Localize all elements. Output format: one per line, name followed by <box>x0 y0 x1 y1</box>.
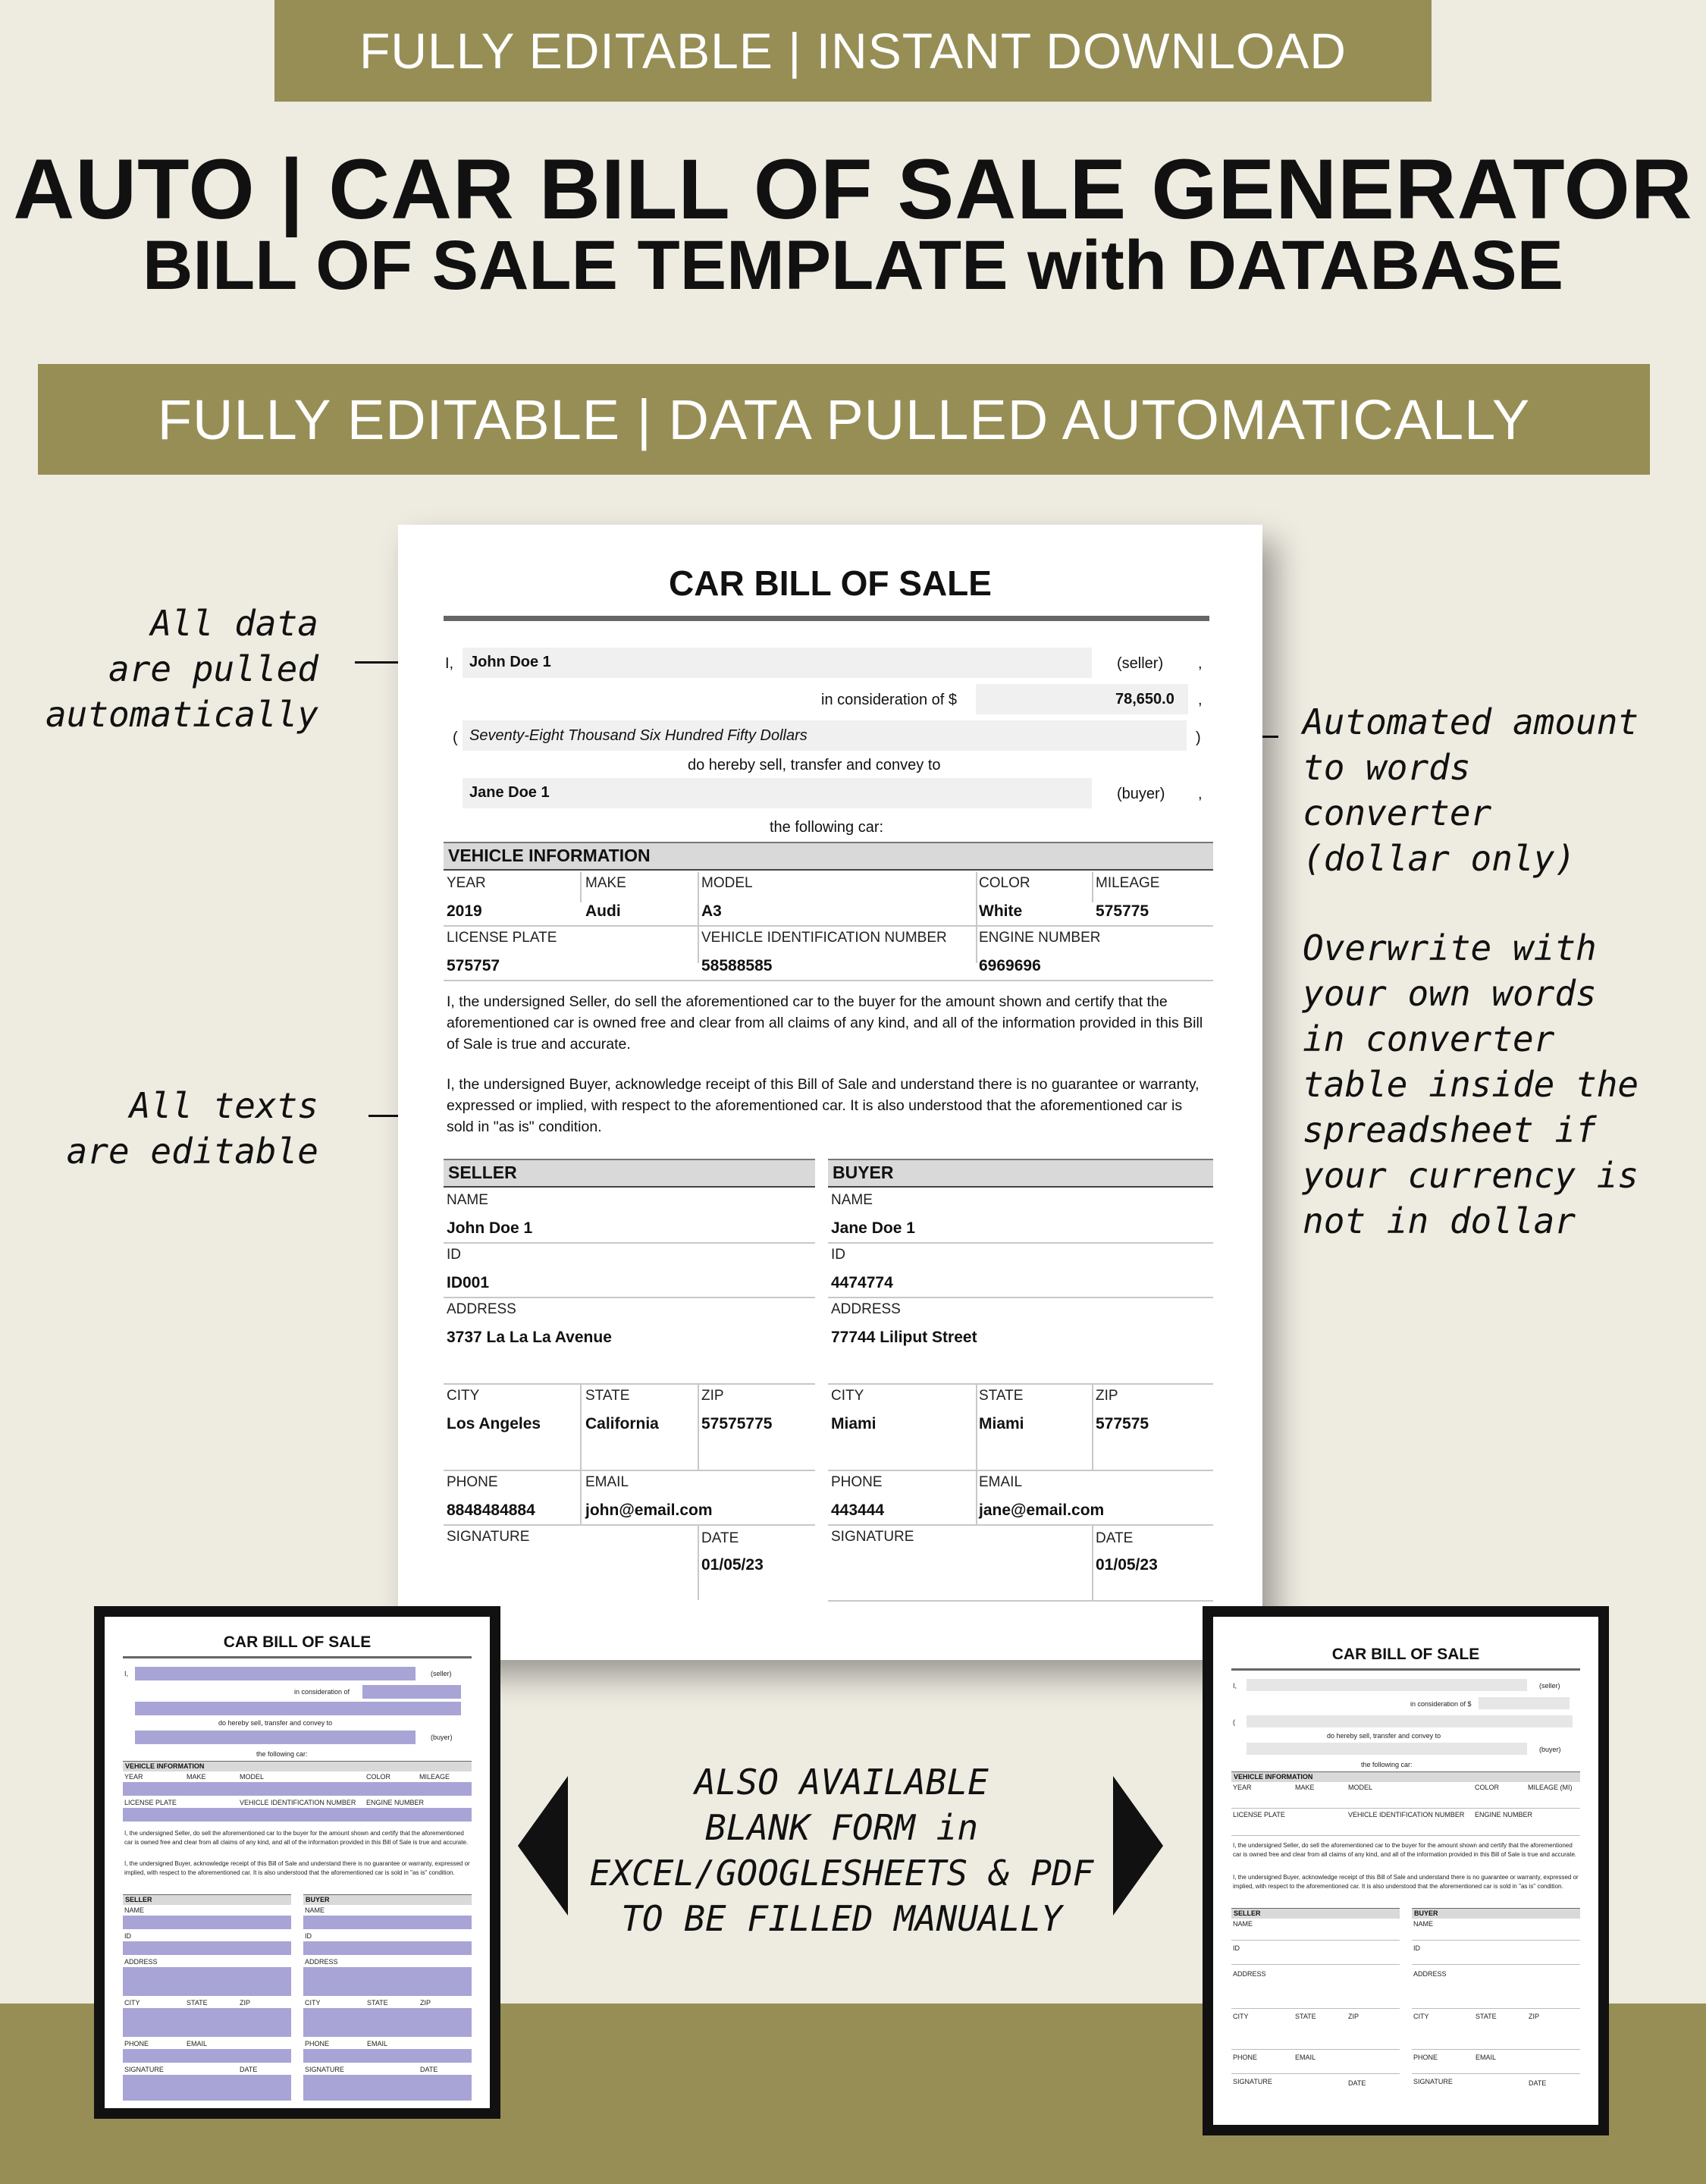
seller-state-label: STATE <box>585 1388 630 1404</box>
thumb-plate: LICENSE PLATE <box>1233 1811 1285 1818</box>
seller-header: SELLER <box>444 1159 815 1188</box>
model-value[interactable]: A3 <box>701 902 722 920</box>
thumb-fill <box>1247 1715 1573 1727</box>
thumb-line <box>1231 1808 1580 1809</box>
thumb-fill <box>123 1941 291 1955</box>
callout-data-pulled: All data are pulled automatically <box>45 603 318 735</box>
grid-line <box>1092 872 1093 902</box>
thumb-fill <box>303 1941 472 1955</box>
thumb-vin: VEHICLE IDENTIFICATION NUMBER <box>240 1799 356 1806</box>
callout-texts-editable: All texts are editable <box>66 1085 318 1172</box>
seller-tag: (seller) <box>1117 655 1164 672</box>
buyer-name-value: Jane Doe 1 <box>469 784 550 801</box>
thumb-address: ADDRESS <box>1233 1970 1266 1978</box>
thumb-email: EMAIL <box>1476 2054 1497 2061</box>
seller-name-label: NAME <box>447 1192 488 1208</box>
thumb-open-paren: ( <box>1233 1718 1235 1726</box>
thumb-phone: PHONE <box>305 2040 330 2048</box>
thumb-name: NAME <box>1413 1920 1434 1928</box>
buyer-phone[interactable]: 443444 <box>831 1502 885 1519</box>
bill-of-sale-document <box>398 525 1262 1660</box>
grid-line <box>828 1600 1213 1602</box>
mid-banner: FULLY EDITABLE | DATA PULLED AUTOMATICALLY <box>38 364 1650 475</box>
buyer-address[interactable]: 77744 Liliput Street <box>831 1329 977 1346</box>
thumb-buyer-header: BUYER <box>1412 1908 1580 1919</box>
thumb-i: I, <box>124 1670 129 1677</box>
thumb-plate: LICENSE PLATE <box>124 1799 177 1806</box>
thumb-email: EMAIL <box>1295 2054 1316 2061</box>
thumb-email: EMAIL <box>367 2040 388 2048</box>
grid-line <box>1092 1526 1093 1600</box>
vehicle-info-header: VEHICLE INFORMATION <box>444 842 1213 871</box>
engine-label: ENGINE NUMBER <box>979 930 1101 946</box>
comma: , <box>1198 786 1203 802</box>
thumb-city: CITY <box>124 1999 140 2007</box>
grid-line <box>444 980 1213 981</box>
thumb-id: ID <box>1413 1944 1420 1952</box>
thumb-color: COLOR <box>366 1773 391 1781</box>
callout-converter: Automated amount to words converter (dollar only) <box>1303 701 1639 879</box>
main-title: AUTO | CAR BILL OF SALE GENERATOR <box>13 142 1693 237</box>
thumb-date: DATE <box>1348 2079 1366 2087</box>
buyer-city-label: CITY <box>831 1388 864 1404</box>
grid-line <box>828 1297 1213 1298</box>
vin-value[interactable]: 58588585 <box>701 957 773 974</box>
model-label: MODEL <box>701 875 753 891</box>
thumb-phone: PHONE <box>1233 2054 1258 2061</box>
grid-line <box>444 1383 815 1385</box>
amount-value: 78,650.0 <box>1115 691 1174 708</box>
thumb-line <box>1231 2008 1400 2009</box>
comma: , <box>1198 692 1203 708</box>
close-paren: ) <box>1196 730 1201 746</box>
grid-line <box>1092 1385 1093 1470</box>
seller-address[interactable]: 3737 La La La Avenue <box>447 1329 612 1346</box>
open-paren: ( <box>453 730 458 746</box>
seller-zip[interactable]: 57575775 <box>701 1415 773 1432</box>
thumb-seller-stmt: I, the undersigned Seller, do sell the aforementioned car to the buyer for the amount shown and certify that the aforementioned car is owned free and clear from all claims of any kind, and all of the information provided in this Bill of Sale is true and accurate. <box>1233 1842 1577 1858</box>
thumb-signature: SIGNATURE <box>305 2066 344 2073</box>
grid-line <box>828 1524 1213 1526</box>
thumb-fill <box>303 2049 472 2063</box>
make-label: MAKE <box>585 875 626 891</box>
thumb-state: STATE <box>1295 2013 1316 2020</box>
thumbnail-title: CAR BILL OF SALE <box>223 1633 372 1651</box>
grid-line <box>828 1242 1213 1244</box>
buyer-tag: (buyer) <box>1117 786 1165 802</box>
thumb-name: NAME <box>124 1906 145 1914</box>
thumb-buyer-tag: (buyer) <box>431 1734 453 1741</box>
thumb-fill <box>123 2049 291 2063</box>
thumb-make: MAKE <box>187 1773 206 1781</box>
thumb-fill <box>1247 1679 1527 1691</box>
thumb-fill <box>303 2075 472 2101</box>
seller-name-field[interactable] <box>463 648 1092 678</box>
thumb-year: YEAR <box>1233 1784 1252 1791</box>
seller-state[interactable]: California <box>585 1415 659 1432</box>
arrow-right-icon <box>1113 1776 1163 1916</box>
seller-email[interactable]: john@email.com <box>585 1502 713 1519</box>
grid-line <box>444 1470 815 1471</box>
thumb-zip: ZIP <box>1348 2013 1359 2020</box>
seller-city[interactable]: Los Angeles <box>447 1415 541 1432</box>
thumb-fill <box>123 1967 291 1996</box>
color-value[interactable]: White <box>979 902 1023 920</box>
also-available-text: ALSO AVAILABLE BLANK FORM in EXCEL/GOOGLESHEETS & PDF TO BE FILLED MANUALLY <box>589 1762 1094 1939</box>
seller-city-label: CITY <box>447 1388 480 1404</box>
thumb-phone: PHONE <box>1413 2054 1438 2061</box>
seller-phone-label: PHONE <box>447 1474 498 1490</box>
thumbnail-rule <box>1231 1668 1580 1671</box>
seller-signature-label: SIGNATURE <box>447 1529 530 1545</box>
thumb-consideration: in consideration of $ <box>1410 1700 1472 1708</box>
thumb-signature: SIGNATURE <box>1413 2078 1453 2085</box>
thumb-convey: do hereby sell, transfer and convey to <box>218 1719 333 1727</box>
thumb-zip: ZIP <box>420 1999 431 2007</box>
grid-line <box>444 1297 815 1298</box>
thumb-name: NAME <box>305 1906 325 1914</box>
thumb-zip: ZIP <box>240 1999 251 2007</box>
thumb-seller-tag: (seller) <box>1539 1682 1560 1690</box>
thumb-line <box>1231 1940 1400 1941</box>
consideration-label: in consideration of $ <box>821 692 958 708</box>
thumb-line <box>1231 1964 1400 1965</box>
seller-id-label: ID <box>447 1247 461 1263</box>
buyer-address-label: ADDRESS <box>831 1301 901 1317</box>
buyer-name-label: NAME <box>831 1192 873 1208</box>
year-value[interactable]: 2019 <box>447 902 482 920</box>
thumb-fill <box>1479 1697 1570 1709</box>
thumbnail-rule <box>123 1656 472 1658</box>
thumbnail-title: CAR BILL OF SALE <box>1331 1646 1480 1663</box>
thumb-vehicle-header: VEHICLE INFORMATION <box>1231 1771 1580 1782</box>
grid-line <box>698 1526 699 1600</box>
thumb-fill <box>135 1731 416 1744</box>
thumb-zip: ZIP <box>1529 2013 1540 2020</box>
grid-line <box>580 1471 582 1526</box>
thumb-line <box>1412 2008 1580 2009</box>
thumb-consideration: in consideration of <box>294 1688 350 1696</box>
thumb-mileage: MILEAGE <box>419 1773 450 1781</box>
thumb-address: ADDRESS <box>124 1958 158 1966</box>
thumb-buyer-tag: (buyer) <box>1539 1746 1561 1753</box>
mileage-label: MILEAGE <box>1096 875 1160 891</box>
following-text: the following car: <box>770 819 884 836</box>
thumb-city: CITY <box>1413 2013 1429 2020</box>
buyer-name[interactable]: Jane Doe 1 <box>831 1219 915 1237</box>
buyer-phone-label: PHONE <box>831 1474 883 1490</box>
arrow-left-icon <box>518 1776 568 1916</box>
grid-line <box>444 925 1213 927</box>
thumb-date: DATE <box>1529 2079 1547 2087</box>
sub-title: BILL OF SALE TEMPLATE with DATABASE <box>142 227 1563 304</box>
seller-address-label: ADDRESS <box>447 1301 516 1317</box>
thumb-line <box>1412 1964 1580 1965</box>
thumb-fill <box>123 1782 472 1796</box>
buyer-signature-label: SIGNATURE <box>831 1529 914 1545</box>
document-title: CAR BILL OF SALE <box>669 563 992 603</box>
convey-text: do hereby sell, transfer and convey to <box>688 757 941 774</box>
thumb-line <box>1412 2049 1580 2050</box>
thumb-signature: SIGNATURE <box>1233 2078 1272 2085</box>
grid-line <box>698 872 699 963</box>
thumb-engine: ENGINE NUMBER <box>366 1799 425 1806</box>
thumb-seller-stmt: I, the undersigned Seller, do sell the aforementioned car to the buyer for the amount shown and certify that the aforementioned car is owned free and clear from all claims of any kind, and all of the information provided in this Bill of Sale is true and accurate. <box>124 1830 469 1846</box>
thumb-fill <box>123 1916 291 1929</box>
buyer-city[interactable]: Miami <box>831 1415 877 1432</box>
thumb-id: ID <box>305 1932 312 1940</box>
color-label: COLOR <box>979 875 1030 891</box>
thumb-address: ADDRESS <box>305 1958 338 1966</box>
thumb-model: MODEL <box>1348 1784 1373 1791</box>
make-value[interactable]: Audi <box>585 902 621 920</box>
thumb-phone: PHONE <box>124 2040 149 2048</box>
grid-line <box>828 1470 1213 1471</box>
grid-line <box>976 1471 977 1526</box>
thumb-buyer-stmt: I, the undersigned Buyer, acknowledge receipt of this Bill of Sale and understand there is no guarantee or warranty, expressed or implied, with respect to the aforementioned car. It is also understood that the aforementioned car is sold in "as is" condition. <box>124 1860 470 1876</box>
top-banner: FULLY EDITABLE | INSTANT DOWNLOAD <box>274 0 1432 102</box>
thumb-i: I, <box>1233 1682 1237 1690</box>
thumb-vin: VEHICLE IDENTIFICATION NUMBER <box>1348 1811 1465 1818</box>
thumb-fill <box>135 1667 416 1680</box>
thumb-fill <box>303 2008 472 2037</box>
thumb-model: MODEL <box>240 1773 265 1781</box>
grid-line <box>444 1524 815 1526</box>
thumb-name: NAME <box>1233 1920 1253 1928</box>
buyer-id-label: ID <box>831 1247 845 1263</box>
thumb-fill <box>123 2075 291 2101</box>
vin-label: VEHICLE IDENTIFICATION NUMBER <box>701 930 947 946</box>
thumb-city: CITY <box>305 1999 321 2007</box>
thumb-date: DATE <box>240 2066 258 2073</box>
thumb-seller-header: SELLER <box>123 1894 291 1905</box>
thumb-make: MAKE <box>1295 1784 1315 1791</box>
grid-line <box>976 872 977 963</box>
seller-statement: I, the undersigned Seller, do sell the aforementioned car to the buyer for the amount shown and certify that the aforementioned car is owned free and clear from all claims of any kind, and all of the information provided in this Bill of Sale is true and accurate. <box>447 993 1203 1053</box>
buyer-id[interactable]: 4474774 <box>831 1274 893 1291</box>
grid-line <box>698 1385 699 1470</box>
i-prefix: I, <box>445 655 454 672</box>
grid-line <box>976 1385 977 1470</box>
thumb-vehicle-header: VEHICLE INFORMATION <box>123 1761 472 1771</box>
grid-line <box>828 1383 1213 1385</box>
plate-label: LICENSE PLATE <box>447 930 557 946</box>
thumb-state: STATE <box>367 1999 388 2007</box>
mileage-value[interactable]: 575775 <box>1096 902 1149 920</box>
year-label: YEAR <box>447 875 486 891</box>
thumb-city: CITY <box>1233 2013 1249 2020</box>
seller-name-value: John Doe 1 <box>469 654 551 670</box>
thumb-following: the following car: <box>1361 1761 1413 1768</box>
title-rule <box>444 616 1209 621</box>
buyer-zip[interactable]: 577575 <box>1096 1415 1149 1432</box>
seller-email-label: EMAIL <box>585 1474 629 1490</box>
comma: , <box>1198 655 1203 672</box>
thumb-fill <box>303 1967 472 1996</box>
buyer-statement: I, the undersigned Buyer, acknowledge receipt of this Bill of Sale and understand there is no guarantee or warranty, expressed or implied, with respect to the aforementioned car. It is also understood that the aforementioned car is sold in "as is" condition. <box>447 1076 1200 1135</box>
plate-value[interactable]: 575757 <box>447 957 500 974</box>
callout-overwrite: Overwrite with your own words in converter table inside the spreadsheet if your currency is not in dollar <box>1303 927 1639 1241</box>
thumb-id: ID <box>124 1932 131 1940</box>
seller-date[interactable]: 01/05/23 <box>701 1556 764 1574</box>
thumb-fill <box>1247 1743 1527 1755</box>
engine-value[interactable]: 6969696 <box>979 957 1041 974</box>
buyer-header: BUYER <box>828 1159 1213 1188</box>
amount-words-value: Seventy-Eight Thousand Six Hundred Fifty Dollars <box>469 727 808 744</box>
seller-date-label: DATE <box>701 1530 739 1546</box>
thumb-fill <box>135 1702 461 1715</box>
buyer-date-label: DATE <box>1096 1530 1134 1546</box>
buyer-date[interactable]: 01/05/23 <box>1096 1556 1158 1574</box>
seller-phone[interactable]: 8848484884 <box>447 1502 535 1519</box>
thumb-following: the following car: <box>256 1750 308 1758</box>
thumb-convey: do hereby sell, transfer and convey to <box>1327 1732 1441 1740</box>
thumb-id: ID <box>1233 1944 1240 1952</box>
thumb-line <box>1412 2073 1580 2074</box>
thumb-color: COLOR <box>1475 1784 1500 1791</box>
thumb-signature: SIGNATURE <box>124 2066 164 2073</box>
thumb-state: STATE <box>1476 2013 1497 2020</box>
thumb-line <box>1412 1940 1580 1941</box>
thumb-seller-header: SELLER <box>1231 1908 1400 1919</box>
thumb-state: STATE <box>187 1999 208 2007</box>
buyer-email-label: EMAIL <box>979 1474 1023 1490</box>
buyer-state[interactable]: Miami <box>979 1415 1024 1432</box>
thumb-seller-tag: (seller) <box>431 1670 452 1677</box>
thumb-fill <box>123 1808 472 1822</box>
grid-line <box>444 1242 815 1244</box>
thumb-fill <box>303 1916 472 1929</box>
seller-id[interactable]: ID001 <box>447 1274 490 1291</box>
thumb-date: DATE <box>420 2066 438 2073</box>
grid-line <box>580 1385 582 1470</box>
thumb-line <box>1231 2073 1400 2074</box>
thumb-mileage: MILEAGE (MI) <box>1528 1784 1573 1791</box>
thumb-buyer-header: BUYER <box>303 1894 472 1905</box>
grid-line <box>580 872 582 902</box>
thumbnail-pdf-form <box>1203 1606 1609 2135</box>
thumb-address: ADDRESS <box>1413 1970 1447 1978</box>
buyer-state-label: STATE <box>979 1388 1024 1404</box>
thumb-fill <box>362 1685 461 1699</box>
thumb-fill <box>123 2008 291 2037</box>
seller-zip-label: ZIP <box>701 1388 724 1404</box>
buyer-zip-label: ZIP <box>1096 1388 1118 1404</box>
buyer-email[interactable]: jane@email.com <box>979 1502 1105 1519</box>
thumb-line <box>1231 1835 1580 1836</box>
thumb-line <box>1231 2049 1400 2050</box>
thumb-email: EMAIL <box>187 2040 208 2048</box>
seller-name[interactable]: John Doe 1 <box>447 1219 533 1237</box>
buyer-name-field[interactable] <box>463 778 1092 808</box>
thumbnail-excel-form <box>94 1606 500 2119</box>
thumb-year: YEAR <box>124 1773 143 1781</box>
thumb-buyer-stmt: I, the undersigned Buyer, acknowledge receipt of this Bill of Sale and understand there is no guarantee or warranty, expressed or implied, with respect to the aforementioned car. It is also understood that the aforementioned car is sold in "as is" condition. <box>1233 1874 1579 1890</box>
thumb-engine: ENGINE NUMBER <box>1475 1811 1533 1818</box>
